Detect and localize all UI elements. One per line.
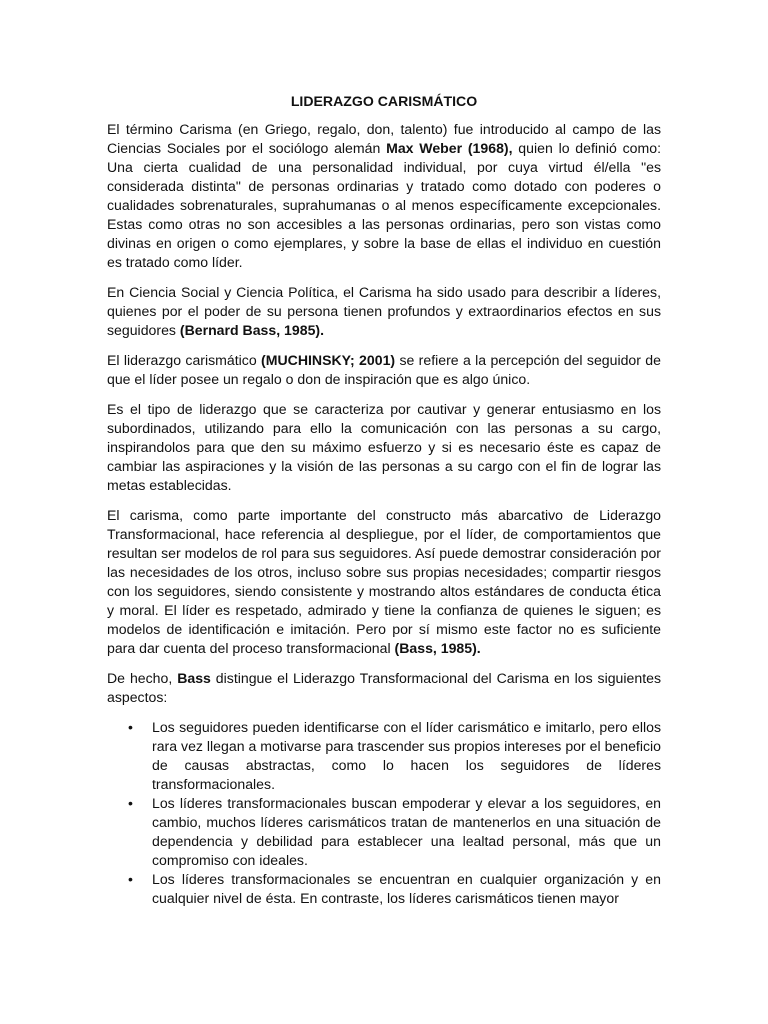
paragraph-text: quien lo definió como: Una cierta cualidad de una personalidad individual, por cuya virtud él/ella "es considerada distinta" de personas ordinarias y tratado como dotado con poderes o cualidades sobrenaturales, suprahumanas o al menos específicamente excepcionales. Estas como otras no son accesibles a las personas ordinarias, pero son vistas como divinas en origen o como ejemplares, y sobre la base de ellas el individuo en cuestión es tratado como líder. [107,140,661,270]
paragraph-de-hecho [107,669,661,707]
citation-weber: Max Weber (1968), [386,140,513,156]
paragraph-ciencia-social [107,283,661,340]
paragraph-text: El liderazgo carismático [107,352,262,368]
list-item-text: Los seguidores pueden identificarse con el líder carismático e imitarlo, pero ellos rara vez llegan a motivarse para trascender sus propios intereses por el beneficio de causas abstractas, como lo hacen los seguidores de líderes transformacionales. [152,719,661,792]
document-body [107,92,661,908]
citation-muchinsky: (MUCHINSKY; 2001) [261,352,396,368]
bullet-marker: • [128,795,133,811]
document-title: LIDERAZGO CARISMÁTICO [290,93,478,109]
bullet-list [107,718,661,908]
paragraph-text: El término Carisma (en Griego, regalo, don, talento) fue introducido al campo de las Ciencias Sociales por el sociólogo alemán [107,121,661,156]
citation-bernard-bass: (Bernard Bass, 1985). [179,322,325,338]
bullet-marker: • [128,871,133,887]
paragraph-tipo-liderazgo: Es el tipo de liderazgo que se caracteriza por cautivar y generar entusiasmo en los subordinados, utilizando para ello la comunicación con las personas a su cargo, inspirandolos para que den su máximo esfuerzo y si es necesario éste es capaz de cambiar las aspiraciones y la visión de las personas a su cargo con el fin de lograr las metas establecidas. [107,401,661,493]
paragraph-text: De hecho, [107,670,178,686]
list-item [107,794,661,870]
paragraph-text: En Ciencia Social y Ciencia Política, el Carisma ha sido usado para describir a líderes, quienes por el poder de su persona tienen profundos y extraordinarios efectos en sus seguidores [107,284,661,338]
name-bass: Bass [177,670,211,686]
bullet-marker: • [128,719,133,735]
paragraph-text: distingue el Liderazgo Transformacional del Carisma en los siguientes aspectos: [107,670,661,705]
paragraph-liderazgo-carismatico [107,351,661,389]
list-item [107,870,661,908]
list-item [107,718,661,794]
paragraph-text: El carisma, como parte importante del constructo más abarcativo de Liderazgo Transformacional, hace referencia al despliegue, por el líder, de comportamientos que resultan ser modelos de rol para sus seguidores. Así puede demostrar consideración por las necesidades de los otros, incluso sobre sus propias necesidades; compartir riesgos con los seguidores, siendo consistente y mostrando altos estándares de conducta ética y moral. El líder es respetado, admirado y tiene la confianza de quienes le siguen; es modelos de identificación e imitación. Pero por sí mismo este factor no es suficiente para dar cuenta del proceso transformacional [107,507,661,656]
paragraph-text: se refiere a la percepción del seguidor de que el líder posee un regalo o don de inspiración que es algo único. [107,352,661,387]
citation-bass-1985: (Bass, 1985). [394,640,481,656]
list-item-text: Los líderes transformacionales se encuentran en cualquier organización y en cualquier nivel de ésta. En contraste, los líderes carismáticos tienen mayor [152,871,661,906]
paragraph-carisma-definition [107,120,661,272]
paragraph-carisma-constructo [107,506,661,658]
list-item-text: Los líderes transformacionales buscan empoderar y elevar a los seguidores, en cambio, muchos líderes carismáticos tratan de mantenerlos en una situación de dependencia y debilidad para establecer una lealtad personal, más que un compromiso con ideales. [152,795,661,868]
